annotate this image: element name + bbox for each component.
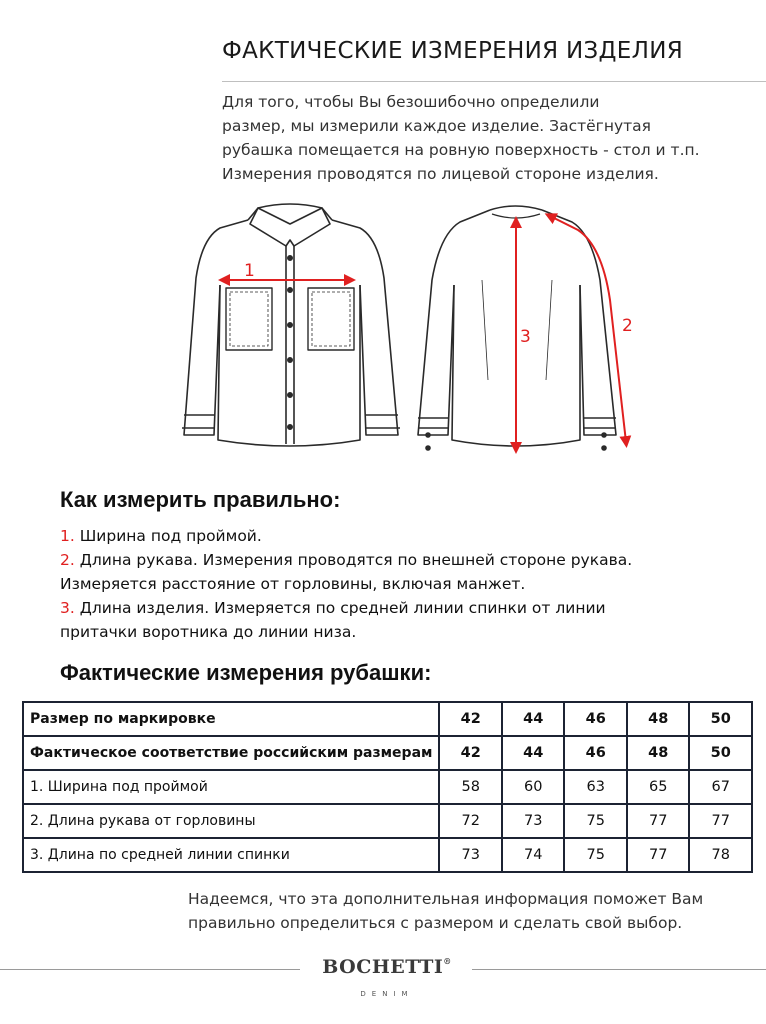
table-cell: 65	[627, 770, 690, 804]
table-row	[23, 736, 752, 770]
table-row	[23, 702, 752, 736]
step-line	[60, 620, 760, 644]
table-cell: 77	[627, 838, 690, 872]
table-cell: 73	[439, 838, 502, 872]
table-cell: 63	[564, 770, 627, 804]
footer-line: Надеемся, что эта дополнительная информация поможет Вам	[188, 890, 704, 908]
row-label: Фактическое соответствие российским размерам	[23, 736, 439, 770]
step-text: Длина рукава. Измерения проводятся по внешней стороне рукава.	[74, 551, 633, 569]
logo-divider-right	[472, 969, 766, 970]
shirt-front-drawing	[182, 204, 400, 446]
table-cell: 78	[689, 838, 752, 872]
brand-subtitle: DENIM	[360, 990, 414, 998]
table-cell: 58	[439, 770, 502, 804]
row-label: 1. Ширина под проймой	[23, 770, 439, 804]
table-row	[23, 838, 752, 872]
table-cell: 75	[564, 804, 627, 838]
step-number: 3.	[60, 599, 75, 617]
sleeve-arrow	[550, 216, 626, 442]
table-row	[23, 804, 752, 838]
brand-logo	[312, 956, 462, 978]
size-table	[22, 701, 753, 873]
step-text: Ширина под проймой.	[74, 527, 262, 545]
table-cell: 46	[564, 702, 627, 736]
table-cell: 77	[689, 804, 752, 838]
table-cell: 42	[439, 702, 502, 736]
marker-2: 2	[622, 316, 633, 336]
row-label: 2. Длина рукава от горловины	[23, 804, 439, 838]
table-cell: 44	[502, 736, 565, 770]
step-text: Длина изделия. Измеряется по средней линии спинки от линии	[74, 599, 606, 617]
shirt-measurement-illustration	[170, 190, 650, 470]
marker-1: 1	[244, 261, 255, 281]
step-text: Измеряется расстояние от горловины, включая манжет.	[60, 575, 526, 593]
step-number: 2.	[60, 551, 75, 569]
step-line	[60, 572, 760, 596]
row-label: Размер по маркировке	[23, 702, 439, 736]
table-cell: 77	[627, 804, 690, 838]
table-cell: 48	[627, 736, 690, 770]
table-cell: 73	[502, 804, 565, 838]
step-line	[60, 548, 760, 572]
table-cell: 42	[439, 736, 502, 770]
table-cell: 50	[689, 702, 752, 736]
intro-line: размер, мы измерили каждое изделие. Застёгнутая	[222, 117, 651, 135]
how-to-title: Как измерить правильно:	[60, 487, 341, 512]
marker-3: 3	[520, 327, 531, 347]
table-cell: 75	[564, 838, 627, 872]
table-cell: 60	[502, 770, 565, 804]
row-label: 3. Длина по средней линии спинки	[23, 838, 439, 872]
table-cell: 50	[689, 736, 752, 770]
step-line	[60, 596, 760, 620]
brand-name: BOCHETTI	[322, 956, 444, 978]
table-row	[23, 770, 752, 804]
table-title: Фактические измерения рубашки:	[60, 660, 432, 685]
registered-mark: ®	[443, 956, 452, 966]
table-cell: 72	[439, 804, 502, 838]
step-number: 1.	[60, 527, 75, 545]
step-text: притачки воротника до линии низа.	[60, 623, 357, 641]
table-cell: 48	[627, 702, 690, 736]
table-cell: 46	[564, 736, 627, 770]
footer-note	[188, 887, 748, 935]
table-cell: 67	[689, 770, 752, 804]
intro-text	[222, 90, 762, 186]
footer-line: правильно определиться с размером и сделать свой выбор.	[188, 914, 683, 932]
page-title: ФАКТИЧЕСКИЕ ИЗМЕРЕНИЯ ИЗДЕЛИЯ	[222, 38, 684, 64]
intro-line: Измерения проводятся по лицевой стороне изделия.	[222, 165, 659, 183]
table-cell: 74	[502, 838, 565, 872]
logo-divider-left	[0, 969, 300, 970]
how-to-steps	[60, 524, 760, 644]
intro-line: Для того, чтобы Вы безошибочно определили	[222, 93, 600, 111]
size-table-container	[22, 701, 753, 873]
step-line	[60, 524, 760, 548]
title-divider	[222, 81, 766, 82]
intro-line: рубашка помещается на ровную поверхность - стол и т.п.	[222, 141, 700, 159]
table-cell: 44	[502, 702, 565, 736]
